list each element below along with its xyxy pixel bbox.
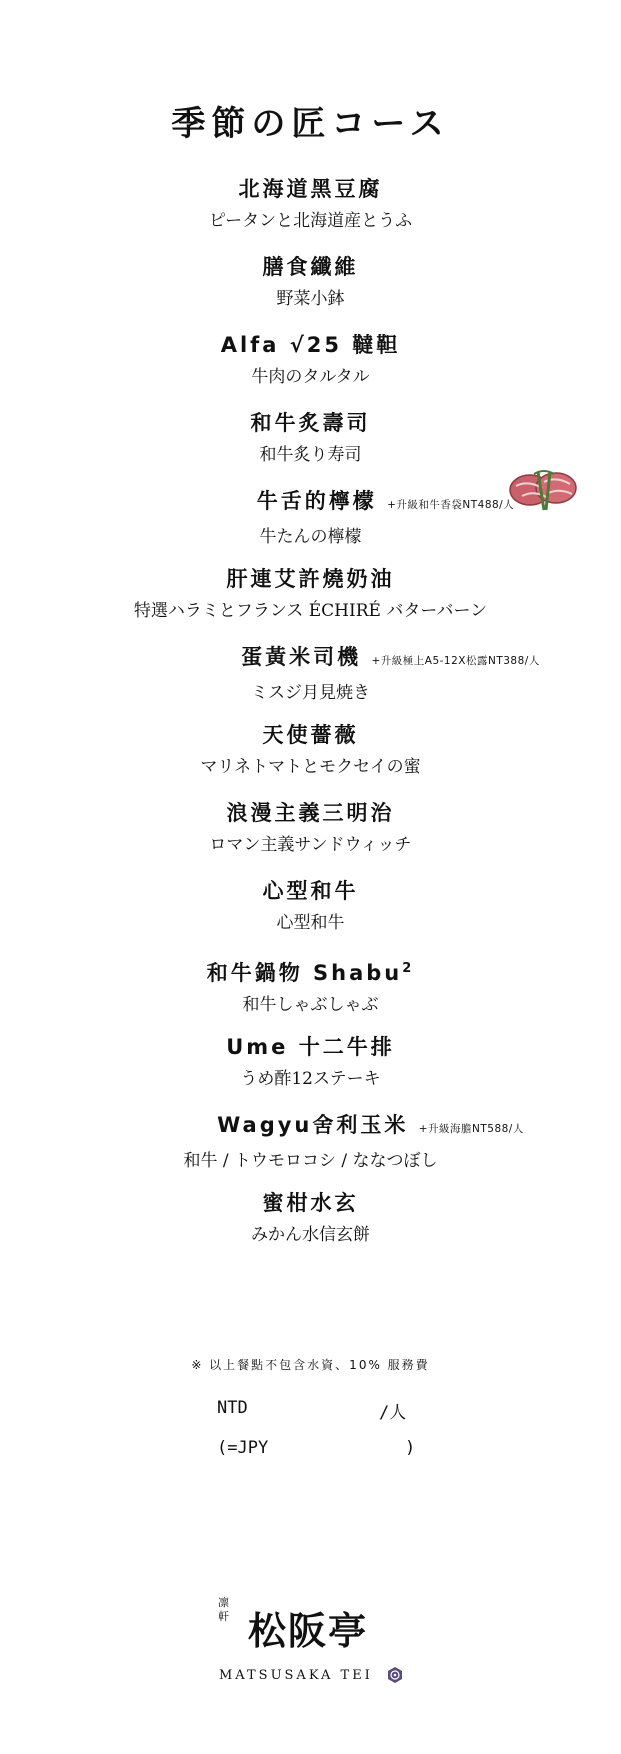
wagyu-meat-illustration <box>508 466 580 516</box>
course-subtitle: 牛肉のタルタル <box>251 367 370 387</box>
service-charge-note: ※ 以上餐點不包含水資、10% 服務費 <box>191 1358 430 1372</box>
course-name: 天使薔薇 <box>262 723 359 747</box>
course-name: Alfa √25 韃靼 <box>220 333 401 357</box>
course-name: 膳食纖維 <box>262 255 359 279</box>
course-subtitle: うめ酢12ステーキ <box>240 1069 381 1089</box>
course-item <box>0 175 621 233</box>
price-ntd-label: NTD <box>217 1398 248 1418</box>
course-subtitle: ミスジ月見焼き <box>251 683 370 703</box>
course-item <box>0 1111 621 1173</box>
course-name: 牛舌的檸檬 <box>256 489 377 513</box>
course-subtitle: 心型和牛 <box>276 913 345 933</box>
course-item <box>0 565 621 623</box>
course-item <box>0 1033 621 1091</box>
course-subtitle: 野菜小鉢 <box>276 289 345 309</box>
course-item <box>0 331 621 389</box>
logo-english: MATSUSAKA TEI <box>219 1668 373 1683</box>
course-subtitle: 和牛炙り寿司 <box>259 445 362 465</box>
upgrade-note: +升級海膽NT588/人 <box>418 1123 524 1135</box>
course-subtitle: 和牛しゃぶしゃぶ <box>242 995 379 1015</box>
course-name: 和牛炙壽司 <box>250 411 371 435</box>
course-name: 北海道黑豆腐 <box>238 177 383 201</box>
course-name: 浪漫主義三明治 <box>226 801 395 825</box>
course-subtitle: 和牛 / トウモロコシ / ななつぼし <box>183 1151 438 1171</box>
course-item <box>0 955 621 1017</box>
course-subtitle: マリネトマトとモクセイの蜜 <box>200 757 421 777</box>
logo-crest-icon <box>386 1666 404 1684</box>
course-item <box>0 721 621 779</box>
course-name: Ume 十二牛排 <box>226 1035 395 1059</box>
course-subtitle: 特選ハラミとフランス ÉCHIRÉ バターバーン <box>133 601 488 621</box>
course-subtitle: みかん水信玄餅 <box>251 1225 370 1245</box>
course-subtitle: 牛たんの檸檬 <box>259 527 362 547</box>
course-item <box>0 1189 621 1247</box>
course-name: Wagyu舍利玉米 <box>217 1113 409 1137</box>
course-item <box>0 877 621 935</box>
course-item <box>0 253 621 311</box>
logo-small-mark: 凛軒 <box>218 1596 229 1623</box>
logo-main: 松阪亭 <box>248 1608 369 1653</box>
course-name: 和牛鍋物 Shabu <box>206 961 403 985</box>
course-item <box>0 643 621 705</box>
upgrade-note: +升級和牛香袋NT488/人 <box>387 499 515 511</box>
course-subtitle: ピータンと北海道産とうふ <box>208 211 413 231</box>
upgrade-note: +升級極上A5-12X松露NT388/人 <box>371 655 540 667</box>
course-item <box>0 799 621 857</box>
price-jpy-close: ) <box>405 1438 416 1458</box>
superscript: 2 <box>402 961 415 976</box>
course-subtitle: ロマン主義サンドウィッチ <box>209 835 412 855</box>
price-jpy-label: (=JPY <box>217 1438 269 1458</box>
course-name: 蜜柑水玄 <box>262 1191 359 1215</box>
price-per-person: /人 <box>379 1403 407 1423</box>
course-name: 蛋黃米司機 <box>241 645 362 669</box>
course-name: 肝連艾許燒奶油 <box>226 567 395 591</box>
menu-title: 季節の匠コース <box>171 104 450 144</box>
course-name: 心型和牛 <box>262 879 359 903</box>
course-item <box>0 409 621 467</box>
